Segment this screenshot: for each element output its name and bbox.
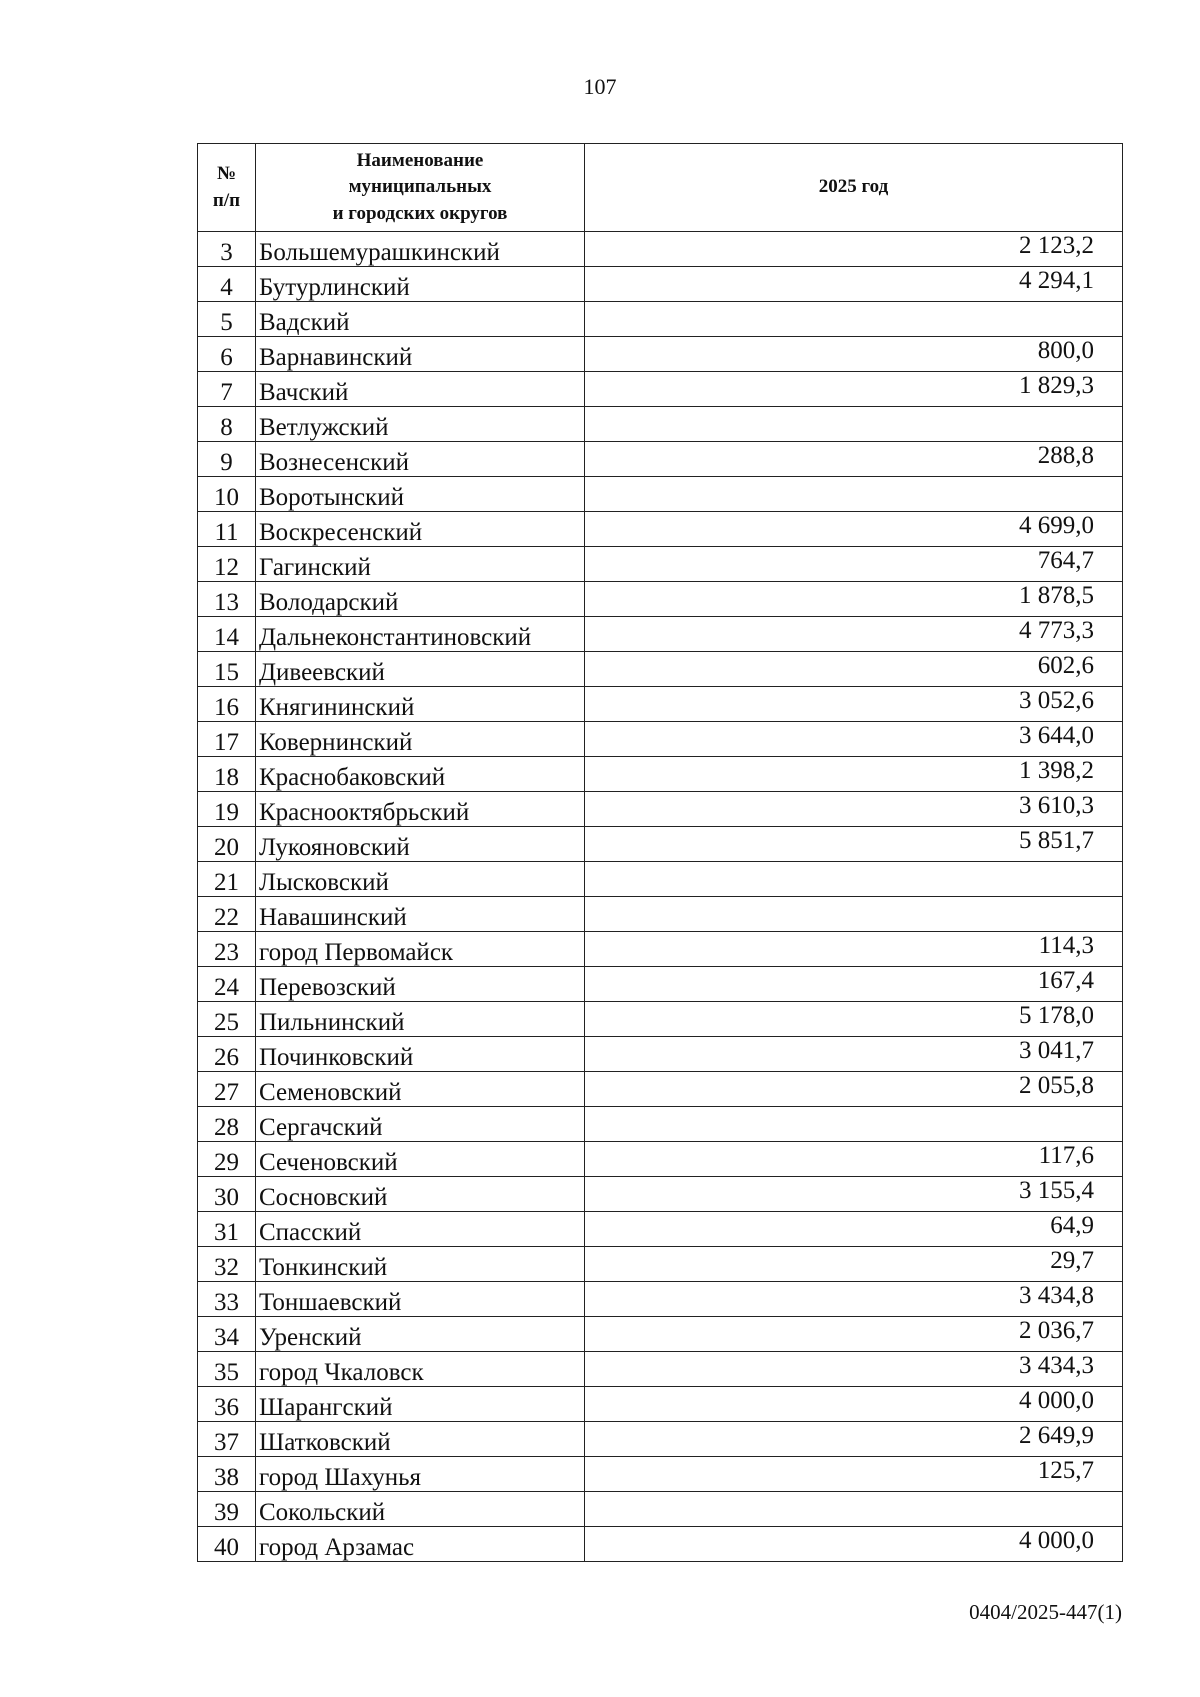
municipality-name-cell: Вачский	[256, 372, 585, 407]
municipality-name-cell: Гагинский	[256, 547, 585, 582]
municipality-name-cell: Пильнинский	[256, 1002, 585, 1037]
table-row	[198, 1142, 1123, 1177]
municipality-name-cell: город Первомайск	[256, 932, 585, 967]
municipality-name-cell: Сергачский	[256, 1107, 585, 1142]
row-number-cell: 6	[198, 337, 256, 372]
municipality-name-cell: Уренский	[256, 1317, 585, 1352]
table-row	[198, 1107, 1123, 1142]
municipality-name-cell: Княгининский	[256, 687, 585, 722]
table-row	[198, 302, 1123, 337]
table-row	[198, 722, 1123, 757]
value-2025-cell: 800,0	[585, 337, 1123, 372]
table-row	[198, 337, 1123, 372]
municipality-name-cell: Спасский	[256, 1212, 585, 1247]
table-row	[198, 827, 1123, 862]
value-2025-cell: 3 434,8	[585, 1282, 1123, 1317]
value-2025-cell: 764,7	[585, 547, 1123, 582]
value-2025-cell	[585, 897, 1123, 932]
table-row	[198, 932, 1123, 967]
row-number-cell: 5	[198, 302, 256, 337]
row-number-cell: 30	[198, 1177, 256, 1212]
table-row	[198, 1527, 1123, 1562]
value-2025-cell: 4 699,0	[585, 512, 1123, 547]
row-number-cell: 12	[198, 547, 256, 582]
municipality-name-cell: Шарангский	[256, 1387, 585, 1422]
table-header-row	[198, 144, 1123, 232]
subsidy-table	[197, 143, 1123, 1562]
row-number-cell: 36	[198, 1387, 256, 1422]
page-number: 107	[583, 74, 617, 99]
municipality-name-cell: Сеченовский	[256, 1142, 585, 1177]
municipality-name-cell: Вознесенский	[256, 442, 585, 477]
row-number-cell: 31	[198, 1212, 256, 1247]
municipality-name-cell: Дальнеконстантиновский	[256, 617, 585, 652]
table-row	[198, 1387, 1123, 1422]
row-number-cell: 8	[198, 407, 256, 442]
value-2025-cell: 2 649,9	[585, 1422, 1123, 1457]
row-number-cell: 22	[198, 897, 256, 932]
row-number-cell: 33	[198, 1282, 256, 1317]
table-row	[198, 757, 1123, 792]
municipality-name-cell: Навашинский	[256, 897, 585, 932]
table-row	[198, 1247, 1123, 1282]
table-row	[198, 232, 1123, 267]
municipality-name-cell: город Шахунья	[256, 1457, 585, 1492]
value-2025-cell: 3 610,3	[585, 792, 1123, 827]
row-number-cell: 37	[198, 1422, 256, 1457]
value-2025-cell: 125,7	[585, 1457, 1123, 1492]
header-municipality-name	[256, 144, 585, 232]
value-2025-cell: 3 644,0	[585, 722, 1123, 757]
row-number-cell: 25	[198, 1002, 256, 1037]
table-row	[198, 792, 1123, 827]
value-2025-cell: 5 178,0	[585, 1002, 1123, 1037]
table-row	[198, 1037, 1123, 1072]
row-number-cell: 27	[198, 1072, 256, 1107]
header-row-number	[198, 144, 256, 232]
municipality-name-cell: Тонкинский	[256, 1247, 585, 1282]
table-row	[198, 652, 1123, 687]
table-row	[198, 1457, 1123, 1492]
value-2025-cell: 1 398,2	[585, 757, 1123, 792]
row-number-cell: 4	[198, 267, 256, 302]
value-2025-cell: 29,7	[585, 1247, 1123, 1282]
row-number-cell: 19	[198, 792, 256, 827]
table-row	[198, 1492, 1123, 1527]
municipality-name-cell: Починковский	[256, 1037, 585, 1072]
table-row	[198, 267, 1123, 302]
value-2025-cell: 114,3	[585, 932, 1123, 967]
municipality-name-cell: Лысковский	[256, 862, 585, 897]
value-2025-cell	[585, 862, 1123, 897]
row-number-cell: 23	[198, 932, 256, 967]
row-number-cell: 7	[198, 372, 256, 407]
table-row	[198, 687, 1123, 722]
value-2025-cell: 117,6	[585, 1142, 1123, 1177]
table-row	[198, 1177, 1123, 1212]
municipality-name-cell: Ветлужский	[256, 407, 585, 442]
row-number-cell: 32	[198, 1247, 256, 1282]
value-2025-cell: 4 294,1	[585, 267, 1123, 302]
row-number-cell: 38	[198, 1457, 256, 1492]
value-2025-cell: 288,8	[585, 442, 1123, 477]
row-number-cell: 21	[198, 862, 256, 897]
municipality-name-cell: Сосновский	[256, 1177, 585, 1212]
table-row	[198, 1212, 1123, 1247]
municipality-name-cell: Тоншаевский	[256, 1282, 585, 1317]
table-row	[198, 1352, 1123, 1387]
row-number-cell: 3	[198, 232, 256, 267]
row-number-cell: 11	[198, 512, 256, 547]
row-number-cell: 34	[198, 1317, 256, 1352]
row-number-cell: 10	[198, 477, 256, 512]
municipality-name-cell: Воротынский	[256, 477, 585, 512]
municipality-name-cell: Лукояновский	[256, 827, 585, 862]
row-number-cell: 39	[198, 1492, 256, 1527]
row-number-cell: 24	[198, 967, 256, 1002]
value-2025-cell: 1 829,3	[585, 372, 1123, 407]
municipality-name-cell: Шатковский	[256, 1422, 585, 1457]
value-2025-cell	[585, 1107, 1123, 1142]
municipality-name-cell: Дивеевский	[256, 652, 585, 687]
value-2025-cell: 5 851,7	[585, 827, 1123, 862]
municipality-name-cell: Большемурашкинский	[256, 232, 585, 267]
value-2025-cell: 2 036,7	[585, 1317, 1123, 1352]
municipality-name-cell: Володарский	[256, 582, 585, 617]
table-row	[198, 1317, 1123, 1352]
header-year: 2025 год	[585, 144, 1123, 232]
value-2025-cell: 1 878,5	[585, 582, 1123, 617]
table-row	[198, 897, 1123, 932]
row-number-cell: 14	[198, 617, 256, 652]
row-number-cell: 9	[198, 442, 256, 477]
table-row	[198, 407, 1123, 442]
value-2025-cell: 64,9	[585, 1212, 1123, 1247]
value-2025-cell: 3 155,4	[585, 1177, 1123, 1212]
row-number-cell: 20	[198, 827, 256, 862]
row-number-cell: 18	[198, 757, 256, 792]
table-row	[198, 372, 1123, 407]
municipality-name-cell: Сокольский	[256, 1492, 585, 1527]
row-number-cell: 17	[198, 722, 256, 757]
municipality-name-cell: город Чкаловск	[256, 1352, 585, 1387]
row-number-cell: 28	[198, 1107, 256, 1142]
value-2025-cell	[585, 477, 1123, 512]
value-2025-cell: 167,4	[585, 967, 1123, 1002]
table-row	[198, 512, 1123, 547]
table-row	[198, 477, 1123, 512]
value-2025-cell: 3 041,7	[585, 1037, 1123, 1072]
value-2025-cell: 3 052,6	[585, 687, 1123, 722]
municipality-name-cell: Краснооктябрьский	[256, 792, 585, 827]
municipality-name-cell: Семеновский	[256, 1072, 585, 1107]
table-row	[198, 442, 1123, 477]
row-number-cell: 35	[198, 1352, 256, 1387]
header-name-line: Наименование	[356, 149, 484, 171]
row-number-cell: 40	[198, 1527, 256, 1562]
table-row	[198, 1072, 1123, 1107]
value-2025-cell: 2 055,8	[585, 1072, 1123, 1107]
value-2025-cell: 4 000,0	[585, 1527, 1123, 1562]
municipality-name-cell: Перевозский	[256, 967, 585, 1002]
row-number-cell: 15	[198, 652, 256, 687]
municipality-name-cell: Варнавинский	[256, 337, 585, 372]
table-row	[198, 582, 1123, 617]
table-row	[198, 547, 1123, 582]
municipality-name-cell: Вадский	[256, 302, 585, 337]
row-number-cell: 29	[198, 1142, 256, 1177]
row-number-cell: 26	[198, 1037, 256, 1072]
header-number-line: №	[216, 162, 237, 184]
table-row	[198, 1002, 1123, 1037]
value-2025-cell: 2 123,2	[585, 232, 1123, 267]
header-number-line: п/п	[212, 189, 241, 211]
value-2025-cell	[585, 1492, 1123, 1527]
table-row	[198, 1422, 1123, 1457]
municipality-name-cell: город Арзамас	[256, 1527, 585, 1562]
value-2025-cell: 4 773,3	[585, 617, 1123, 652]
table-row	[198, 1282, 1123, 1317]
value-2025-cell: 4 000,0	[585, 1387, 1123, 1422]
value-2025-cell	[585, 302, 1123, 337]
value-2025-cell: 3 434,3	[585, 1352, 1123, 1387]
table-row	[198, 967, 1123, 1002]
document-code: 0404/2025-447(1)	[969, 1600, 1122, 1624]
header-name-line: муниципальных	[348, 176, 492, 198]
row-number-cell: 13	[198, 582, 256, 617]
value-2025-cell	[585, 407, 1123, 442]
header-name-line: и городских округов	[332, 202, 508, 224]
value-2025-cell: 602,6	[585, 652, 1123, 687]
municipality-name-cell: Бутурлинский	[256, 267, 585, 302]
table-row	[198, 862, 1123, 897]
row-number-cell: 16	[198, 687, 256, 722]
municipality-name-cell: Ковернинский	[256, 722, 585, 757]
table-row	[198, 617, 1123, 652]
municipality-name-cell: Воскресенский	[256, 512, 585, 547]
table-body	[198, 232, 1123, 1562]
municipality-name-cell: Краснобаковский	[256, 757, 585, 792]
